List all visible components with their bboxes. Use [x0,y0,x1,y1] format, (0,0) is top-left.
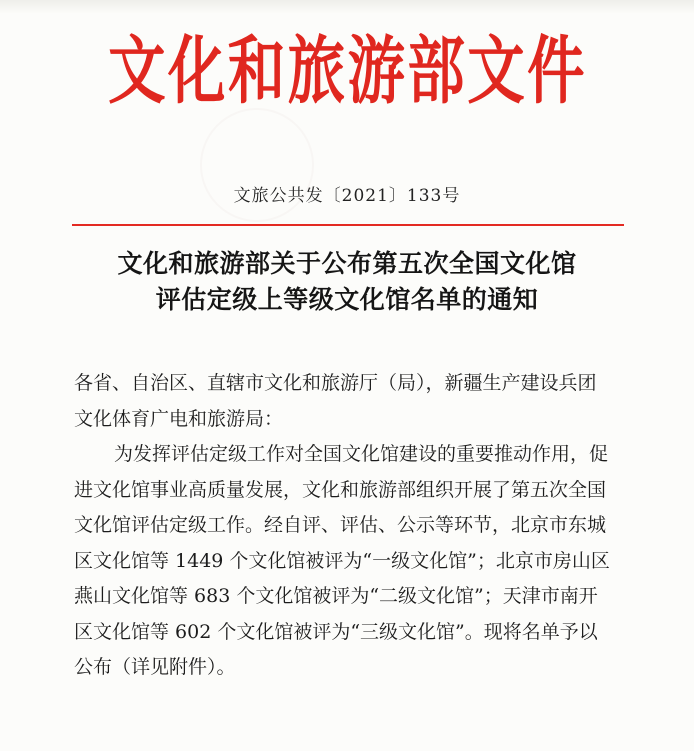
notice-body [74,366,626,686]
body-line: 区文化馆等 602 个文化馆被评为“三级文化馆”。现将名单予以 [74,620,598,643]
notice-title [0,246,694,318]
body-line: 文化体育广电和旅游局： [74,407,284,430]
issuer-header: 文化和旅游部文件 [108,26,587,115]
document-number: 文旅公共发〔2021〕133号 [233,186,461,206]
red-separator-line [72,224,624,226]
body-line: 进文化馆事业高质量发展，文化和旅游部组织开展了第五次全国 [74,478,607,501]
body-line: 区文化馆等 1449 个文化馆被评为“一级文化馆”；北京市房山区 [74,549,610,572]
body-line: 各省、自治区、直辖市文化和旅游厅（局），新疆生产建设兵团 [74,372,597,394]
body-line: 公布（详见附件）。 [74,656,236,678]
body-line: 为发挥评估定级工作对全国文化馆建设的重要推动作用，促 [114,443,609,465]
body-line: 文化馆评估定级工作。经自评、评估、公示等环节，北京市东城 [74,514,607,536]
scan-edge-shading [0,0,694,14]
title-line-1: 文化和旅游部关于公布第五次全国文化馆 [117,249,577,278]
title-line-2: 评估定级上等级文化馆名单的通知 [155,285,539,314]
body-line: 燕山文化馆等 683 个文化馆被评为“二级文化馆”；天津市南开 [74,585,598,607]
